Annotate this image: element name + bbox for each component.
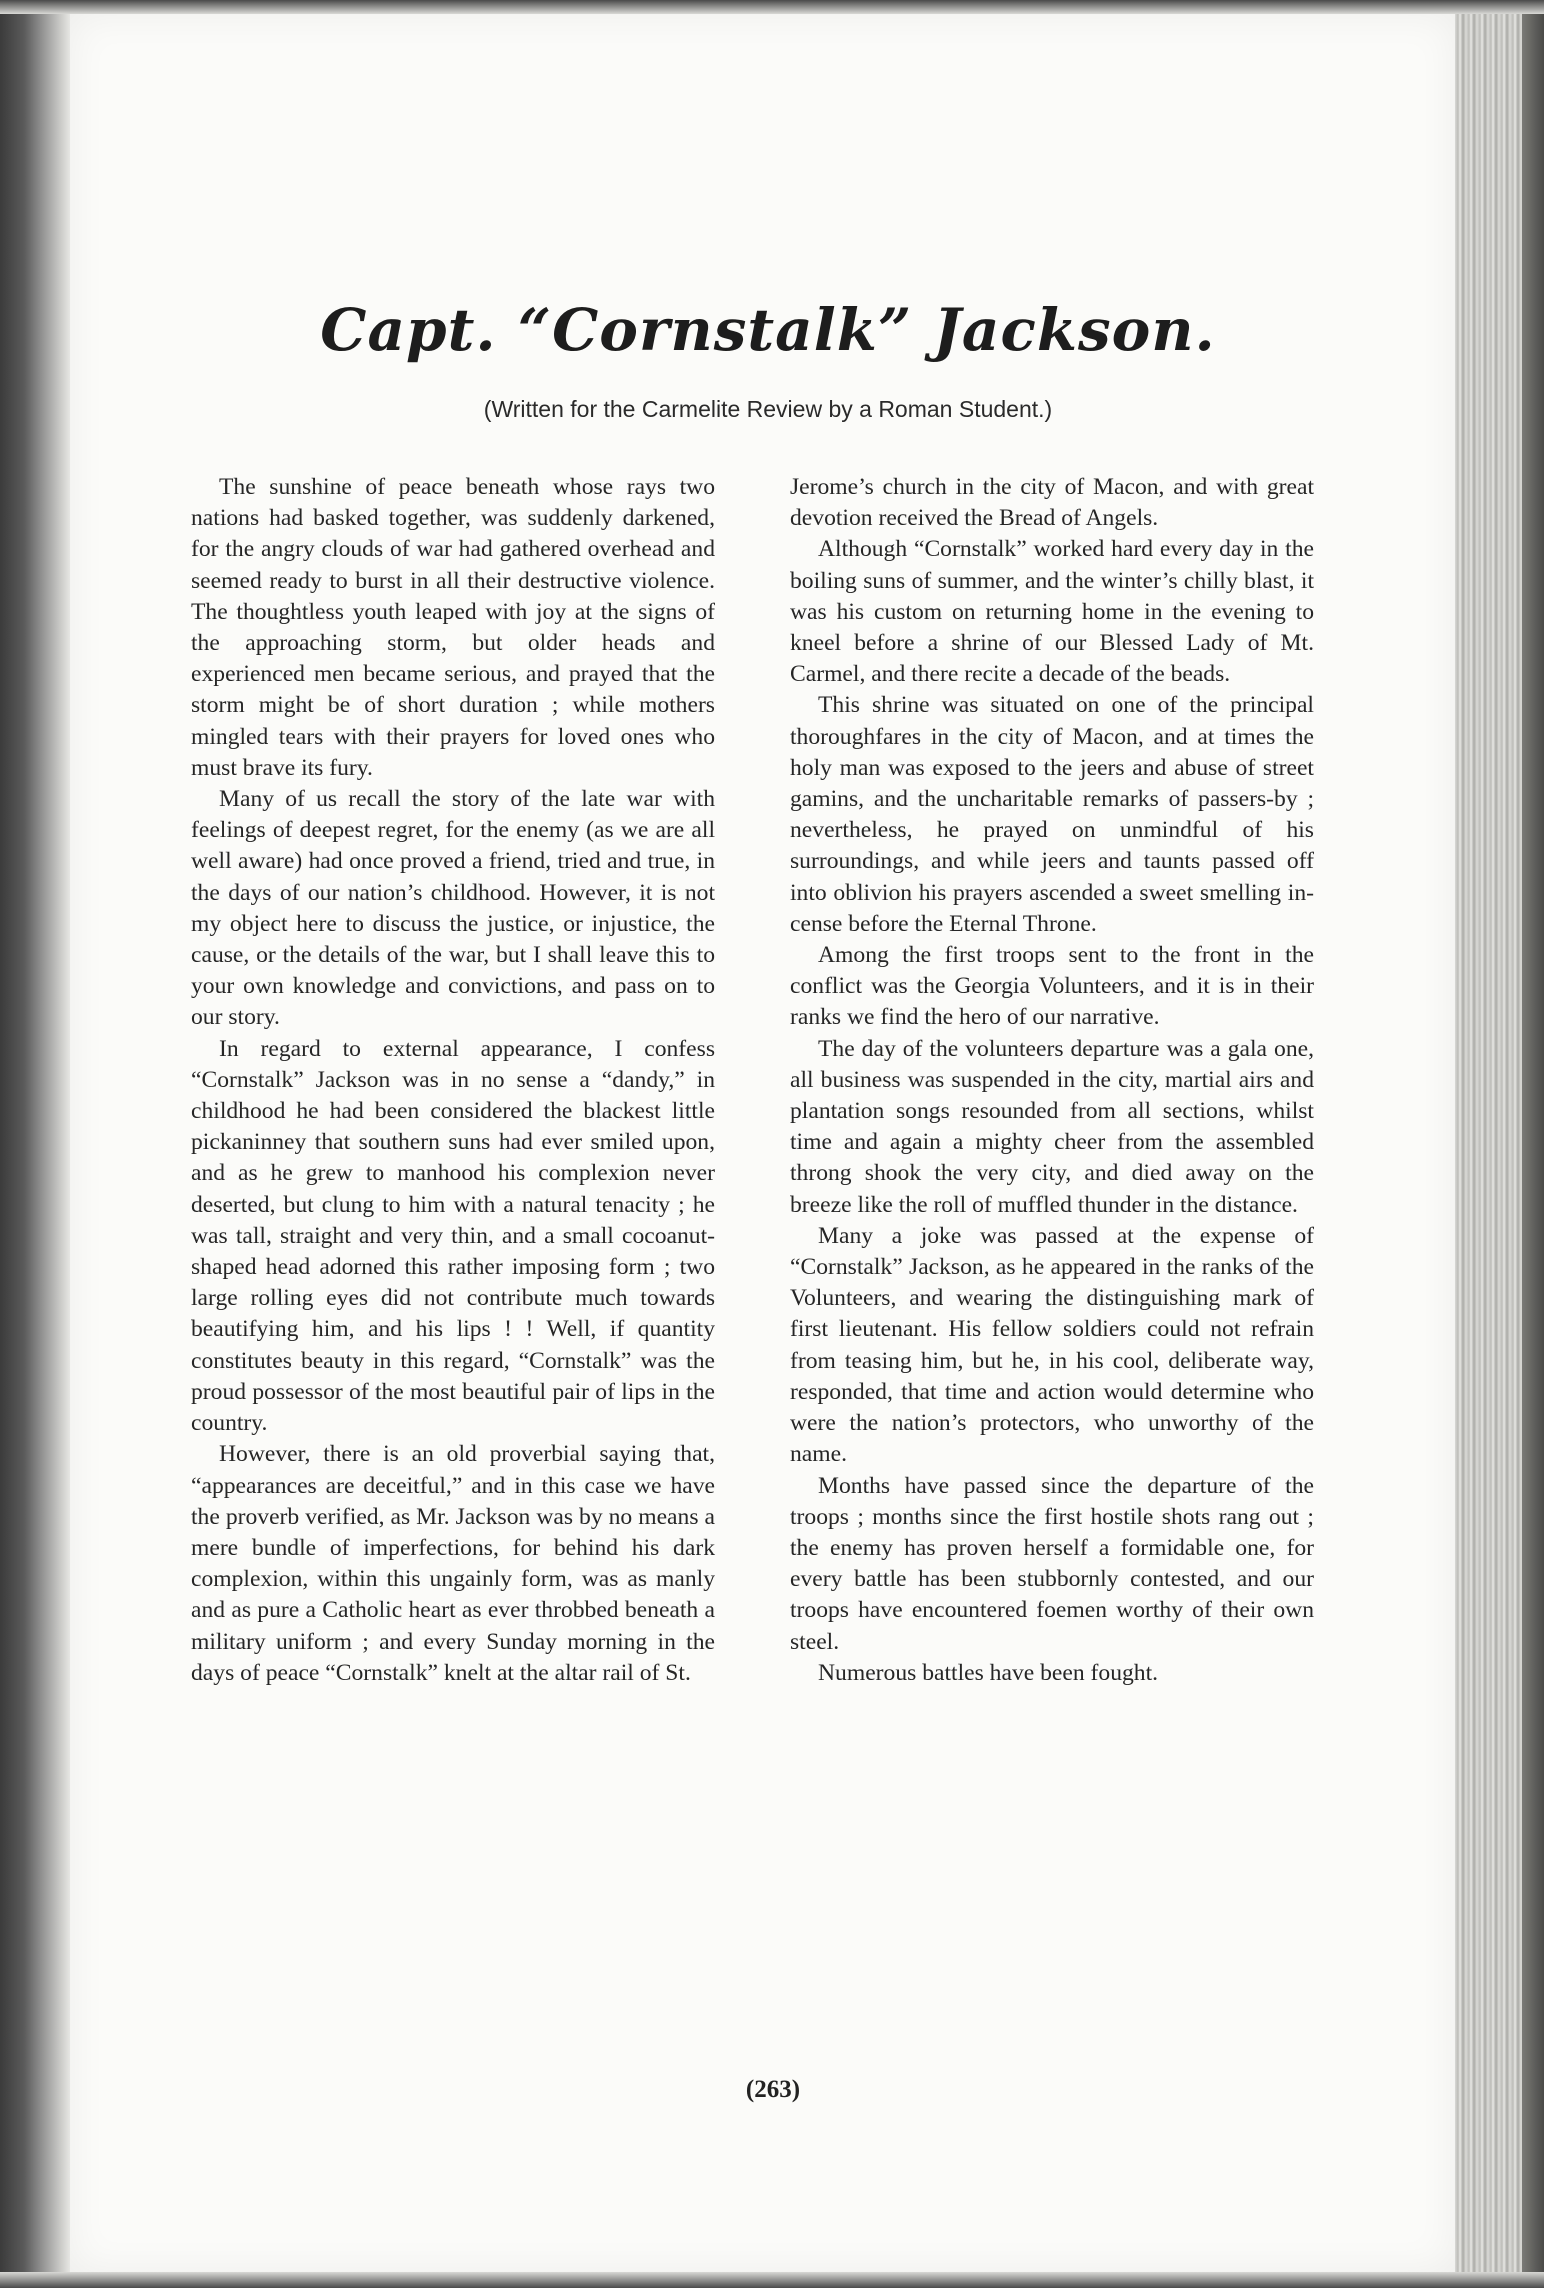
paragraph: Among the first troops sent to the front in the conflict was the Georgia Volunteers, and it is in their ranks we find the hero of our narrative.	[790, 942, 1314, 1031]
scan-top-edge	[0, 0, 1544, 14]
left-column	[191, 472, 715, 1689]
book-page-edges	[1455, 0, 1544, 2288]
paragraph: However, there is an old proverbial saying that, “appearances are deceitful,” and in this case we have the proverb verified, as Mr. Jackson was by no means a mere bundle of imperfections, for behind his dark complexion, within this ungainly form, was as manly and as pure a Catholic heart as ever throbbed beneath a military uniform ; and every Sunday morning in the days of peace “Cornstalk” knelt at the altar rail of St.	[191, 1441, 715, 1686]
paragraph: Numerous battles have been fought.	[818, 1659, 1159, 1686]
paragraph: In regard to external appearance, I confess “Cornstalk” Jackson was in no sense a “dandy,” in childhood he had been considered the blackest little pickaninney that southern suns had ever smiled upon, and as he grew to manhood his complexion never deserted, but clung to him with a natural tenacity ; he was tall, straight and very thin, and a small cocoanut-shaped head adorned this rather imposing form ; two large rolling eyes did not contribute much towards beautifying him, and his lips ! ! Well, if quantity constitutes beauty in this regard, “Cornstalk” was the proud possessor of the most beautiful pair of lips in the country.	[191, 1035, 715, 1437]
scan-bottom-edge	[0, 2272, 1544, 2288]
paragraph: Although “Cornstalk” worked hard every day in the boiling suns of summer, and the winter’s chilly blast, it was his custom on returning home in the evening to kneel before a shrine of our Blessed Lady of Mt. Carmel, and there recite a decade of the beads.	[790, 536, 1314, 688]
paragraph: This shrine was situated on one of the principal thoroughfares in the city of Macon, and at times the holy man was exposed to the jeers and abuse of street gamins, and the uncharitable remarks of passers-by ; nevertheless, he prayed on unmindful of his surroundings, and while jeers and taunts passed off into oblivion his prayers ascended a sweet smelling incense before the Eternal Throne.	[790, 692, 1314, 937]
paragraph: Months have passed since the departure of the troops ; months since the first hostile shots rang out ; the enemy has proven herself a formidable one, for every battle has been stubbornly contested, and our troops have encountered foemen worthy of their own steel.	[790, 1472, 1314, 1655]
paragraph: The sunshine of peace beneath whose rays two nations had basked together, was suddenly darkened, for the angry clouds of war had gathered overhead and seemed ready to burst in all their destructive violence. The thoughtless youth leaped with joy at the signs of the approaching storm, but older heads and experienced men became serious, and prayed that the storm might be of short duration ; while mothers mingled tears with their prayers for loved ones who must brave its fury.	[191, 474, 715, 781]
right-column	[790, 472, 1314, 1689]
paragraph: The day of the volunteers departure was a gala one, all business was suspended in the city, martial airs and plantation songs resounded from all sections, whilst time and again a mighty cheer from the assembled throng shook the very city, and died away on the breeze like the roll of muffled thunder in the distance.	[790, 1035, 1314, 1218]
paragraph-continuation: Jerome’s church in the city of Macon, and with great devotion received the Bread of Angels.	[790, 474, 1314, 532]
article-subtitle: (Written for the Carmelite Review by a Roman Student.)	[483, 396, 1053, 422]
article-title: Capt. “Cornstalk” Jackson.	[320, 296, 1216, 364]
page-number: (263)	[745, 2076, 801, 2103]
paragraph: Many a joke was passed at the expense of “Cornstalk” Jackson, as he appeared in the ranks of the Volunteers, and wearing the distinguishing mark of first lieutenant. His fellow soldiers could not refrain from teasing him, but he, in his cool, deliberate way, responded, that time and action would determine who were the nation’s protectors, who unworthy of the name.	[790, 1222, 1314, 1468]
book-binding-gutter	[0, 0, 70, 2288]
paragraph: Many of us recall the story of the late war with feelings of deepest regret, for the enemy (as we are all well aware) had once proved a friend, tried and true, in the days of our nation’s childhood. However, it is not my object here to discuss the justice, or injustice, the cause, or the details of the war, but I shall leave this to your own knowledge and convictions, and pass on to our story.	[191, 786, 715, 1031]
